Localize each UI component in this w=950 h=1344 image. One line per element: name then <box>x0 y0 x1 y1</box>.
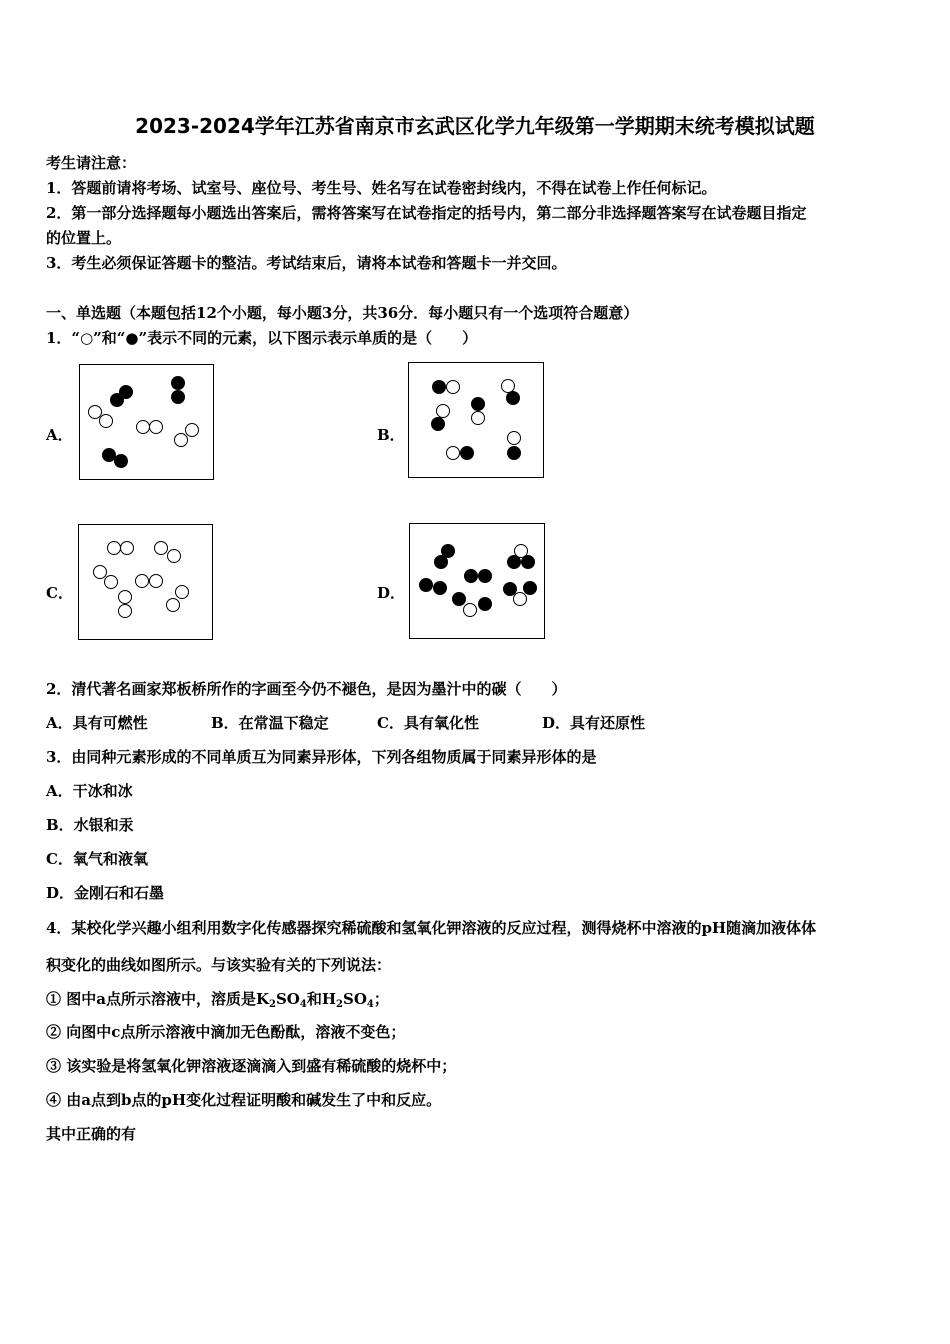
q2-option-a: A．具有可燃性 <box>46 714 148 732</box>
q4-ask: 其中正确的有 <box>46 1125 137 1143</box>
q2-stem: 2．清代著名画家郑板桥所作的字画至今仍不褪色，是因为墨汁中的碳（ ） <box>46 680 567 698</box>
particle-diagram-a <box>79 364 214 480</box>
q4-statement-2: ② 向图中c点所示溶液中滴加无色酚酞，溶液不变色； <box>46 1023 406 1041</box>
q2-option-c: C．具有氧化性 <box>377 714 479 732</box>
q3-option-d: D．金刚石和石墨 <box>46 884 165 902</box>
q1-label-c: C． <box>46 584 73 602</box>
particle-diagram-d-figure <box>410 524 544 638</box>
q4-stem-line2: 积变化的曲线如图所示。与该实验有关的下列说法： <box>46 956 392 974</box>
section-heading: 一、单选题（本题包括12个小题，每小题3分，共36分．每小题只有一个选项符合题意） <box>46 304 639 322</box>
q2-option-b: B．在常温下稳定 <box>211 714 329 732</box>
particle-diagram-c <box>78 524 213 640</box>
notice-item: 2．第一部分选择题每小题选出答案后，需将答案写在试卷指定的括号内，第二部分非选择题答案写在试卷题目指定 <box>46 204 807 222</box>
particle-diagram-c-figure <box>79 525 212 639</box>
particle-diagram-b-figure <box>409 363 543 477</box>
q3-option-b: B．水银和汞 <box>46 816 134 834</box>
particle-diagram-a-figure <box>80 365 213 479</box>
q1-stem: 1．“○”和“●”表示不同的元素，以下图示表示单质的是（ ） <box>46 329 478 347</box>
notice-item: 3．考生必须保证答题卡的整洁。考试结束后，请将本试卷和答题卡一并交回。 <box>46 254 567 272</box>
q4-statement-3: ③ 该实验是将氢氧化钾溶液逐滴滴入到盛有稀硫酸的烧杯中； <box>46 1057 457 1075</box>
q1-label-d: D． <box>377 584 406 602</box>
particle-diagram-b <box>408 362 544 478</box>
particle-diagram-d <box>409 523 545 639</box>
notice-item: 的位置上。 <box>46 229 122 247</box>
q4-stem-line1: 4．某校化学兴趣小组利用数字化传感器探究稀硫酸和氢氧化钾溶液的反应过程，测得烧杯中溶液的pH随滴加液体体 <box>46 919 817 937</box>
q2-option-d: D．具有还原性 <box>542 714 646 732</box>
page-title: 2023-2024学年江苏省南京市玄武区化学九年级第一学期期末统考模拟试题 <box>135 114 815 138</box>
q4-statement-4: ④ 由a点到b点的pH变化过程证明酸和碱发生了中和反应。 <box>46 1091 442 1109</box>
q1-label-b: B． <box>377 426 405 444</box>
q4-statement-1: ① 图中a点所示溶液中，溶质是$K_2SO_4$和$H_2SO_4$； <box>46 990 389 1010</box>
q3-option-c: C．氧气和液氧 <box>46 850 148 868</box>
q1-label-a: A． <box>46 426 73 444</box>
q3-stem: 3．由同种元素形成的不同单质互为同素异形体，下列各组物质属于同素异形体的是 <box>46 748 597 766</box>
notice-item: 1．答题前请将考场、试室号、座位号、考生号、姓名写在试卷密封线内，不得在试卷上作任何标记。 <box>46 179 717 197</box>
q3-option-a: A．干冰和冰 <box>46 782 133 800</box>
notice-heading: 考生请注意： <box>46 154 137 172</box>
